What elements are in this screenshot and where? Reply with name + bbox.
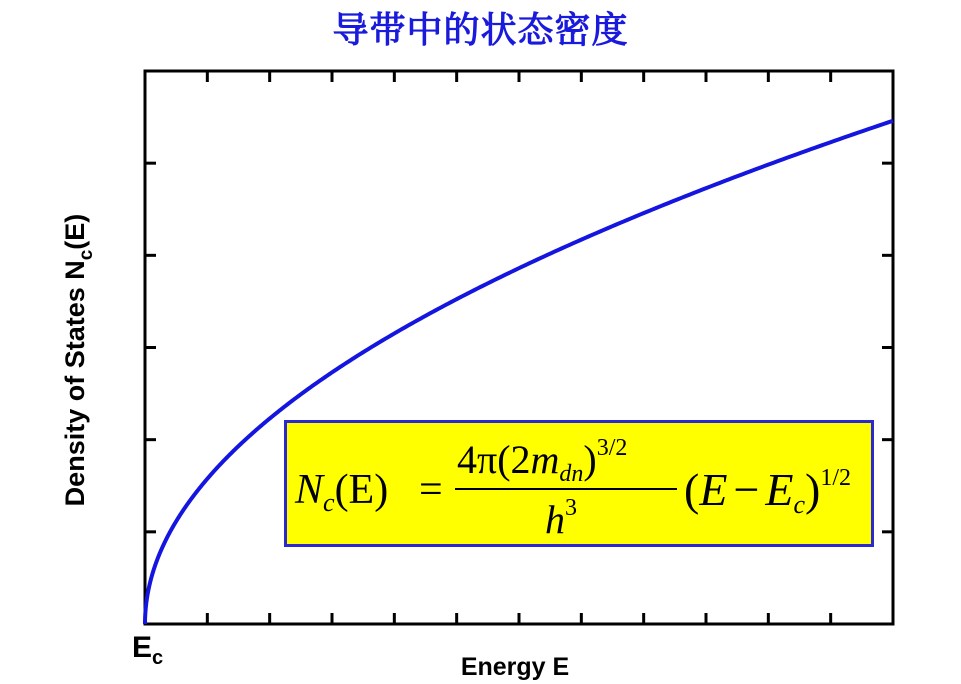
x-origin-label-sub: c [152, 647, 164, 669]
x-axis-label: Energy E [460, 653, 570, 681]
formula-num-exp: 3/2 [596, 435, 628, 461]
formula-num-close: ) [583, 437, 597, 482]
formula-num-coef: 4π [457, 437, 498, 482]
formula-lhs-n: N [295, 467, 324, 513]
formula-num-open: (2 [497, 437, 531, 482]
formula-den-exp: 3 [565, 495, 577, 521]
y-axis-label-sub: c [76, 249, 97, 261]
formula-lhs-sub: c [323, 488, 335, 517]
formula-denominator [545, 495, 577, 542]
y-axis-label-main: Density of States N [60, 260, 90, 507]
formula-num-m-sub: dn [559, 461, 584, 487]
svg-text:Density of States Nc(E) [60, 214, 97, 507]
formula-rhs-open: ( [684, 464, 700, 515]
formula-num-m: m [530, 437, 560, 482]
formula-rhs-e: E [699, 464, 728, 515]
y-axis-label-tail: (E) [60, 213, 90, 250]
formula-den-h: h [545, 497, 565, 542]
formula-lhs-arg: (E) [334, 467, 389, 513]
formula-lhs [294, 467, 388, 517]
formula-rhs-minus: − [733, 464, 760, 515]
x-origin-label-main: E [132, 631, 153, 664]
formula-rhs-exp: 1/2 [820, 465, 852, 491]
formula-rhs-ec: E [765, 464, 794, 515]
formula-box [284, 420, 874, 547]
chart-title: 导带中的状态密度 [332, 9, 629, 51]
formula-rhs-ec-sub: c [793, 490, 806, 519]
x-origin-label [132, 631, 163, 669]
formula-rhs [684, 464, 851, 519]
formula [287, 423, 871, 544]
y-axis-label [60, 214, 97, 507]
formula-numerator [457, 435, 627, 487]
formula-equals: = [419, 467, 443, 513]
formula-rhs-close: ) [805, 464, 821, 515]
